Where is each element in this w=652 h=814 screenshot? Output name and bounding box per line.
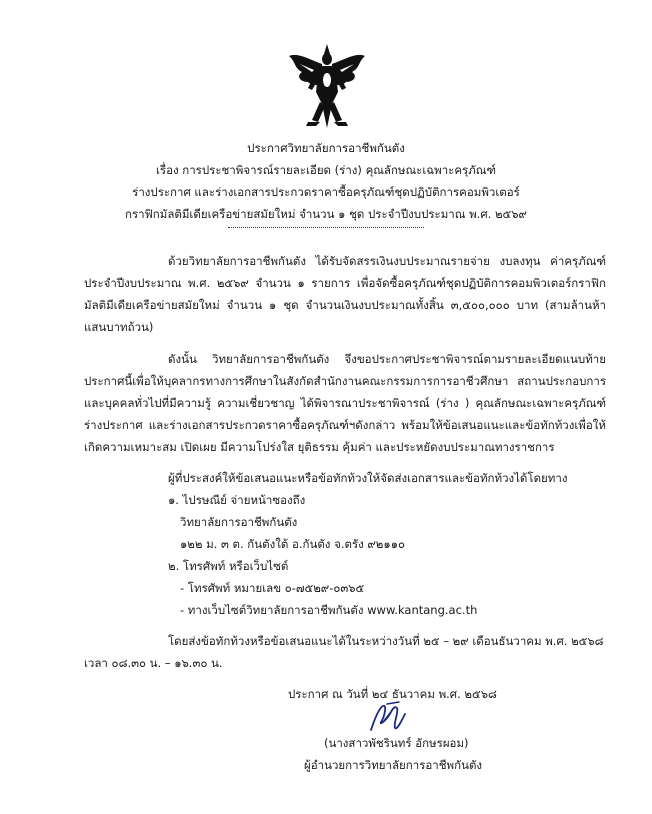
para1-line4: แสนบาทถ้วน)	[84, 320, 154, 334]
contact-item1-address: ๑๒๒ ม. ๓ ต. กันตังใต้ อ.กันตัง จ.ตรัง ๙๒๑๑๐	[180, 537, 406, 551]
signatory-name: (นางสาวพัชรินทร์ อักษรผอม)	[324, 736, 469, 750]
contact-website[interactable]: - ทางเว็บไซต์วิทยาลัยการอาชีพกันตัง www.kantang.ac.th	[180, 603, 478, 617]
contact-intro: ผู้ที่ประสงค์ให้ข้อเสนอแนะหรือข้อทักท้วงให้จัดส่งเอกสารและข้อทักท้วงได้โดยทาง	[168, 471, 568, 485]
deadline-line1: โดยส่งข้อทักท้วงหรือข้อเสนอแนะได้ในระหว่างวันที่ ๒๕ – ๒๙ เดือนธันวาคม พ.ศ. ๒๕๖๘	[168, 634, 604, 648]
signature-icon	[365, 700, 409, 734]
separator-dotted-line	[228, 227, 424, 228]
para2-line5: เกิดความเหมาะสม เปิดเผย มีความโปร่งใส ยุติธรรม คุ้มค่า และประหยัดงบประมาณทางราชการ	[84, 440, 555, 454]
para2-line3: และบุคคลทั่วไปที่มีความรู้ ความเชี่ยวชาญ ได้พิจารณาประชาพิจารณ์ (ร่าง ) คุณลักษณะเฉพาะครุภัณฑ์	[84, 396, 606, 410]
para2-line4: ร่างประกาศ และร่างเอกสารประกวดราคาซื้อครุภัณฑ์ฯดังกล่าว พร้อมให้ข้อเสนอแนะและข้อทักท้วงเพื่อให้	[84, 418, 606, 432]
para2-line1: ดังนั้น วิทยาลัยการอาชีพกันตัง จึงขอประกาศประชาพิจารณ์ตามรายละเอียดแนบท้าย	[168, 352, 606, 366]
contact-phone: - โทรศัพท์ หมายเลข ๐-๗๕๒๙-๐๓๖๕	[180, 581, 365, 595]
announce-date: ประกาศ ณ วันที่ ๒๔ ธันวาคม พ.ศ. ๒๕๖๘	[288, 687, 497, 701]
para1-line2: ประจำปีงบประมาณ พ.ศ. ๒๕๖๙ จำนวน ๑ รายการ เพื่อจัดซื้อครุภัณฑ์ชุดปฏิบัติการคอมพิวเตอร์กราฟิก	[84, 276, 606, 290]
contact-item1-name: วิทยาลัยการอาชีพกันตัง	[180, 515, 298, 529]
org-title: ประกาศวิทยาลัยการอาชีพกันตัง	[247, 141, 405, 155]
subject-line-3: กราฟิกมัลติมีเดียเครือข่ายสมัยใหม่ จำนวน ๑ ชุด ประจำปีงบประมาณ พ.ศ. ๒๕๖๙	[125, 207, 527, 221]
deadline-line2: เวลา ๐๘.๓๐ น. – ๑๖.๓๐ น.	[84, 656, 223, 670]
subject-line-1: เรื่อง การประชาพิจารณ์รายละเอียด (ร่าง) คุณลักษณะเฉพาะครุภัณฑ์	[155, 163, 497, 177]
para1-line1: ด้วยวิทยาลัยการอาชีพกันตัง ได้รับจัดสรรเงินงบประมาณรายจ่าย งบลงทุน ค่าครุภัณฑ์	[168, 254, 606, 268]
para1-line3: มัลติมีเดียเครือข่ายสมัยใหม่ จำนวน ๑ ชุด จำนวนเงินงบประมาณทั้งสิ้น ๓,๕๐๐,๐๐๐ บาท (สามล้านห้า	[84, 298, 606, 312]
signatory-position: ผู้อำนวยการวิทยาลัยการอาชีพกันตัง	[304, 758, 483, 772]
para2-line2: ประกาศนี้เพื่อให้บุคลากรทางการศึกษาในสังกัดสำนักงานคณะกรรมการการอาชีวศึกษา สถานประกอบการ	[84, 374, 606, 388]
subject-line-2: ร่างประกาศ และร่างเอกสารประกวดราคาซื้อครุภัณฑ์ชุดปฏิบัติการคอมพิวเตอร์	[132, 185, 520, 199]
garuda-emblem-icon	[286, 42, 368, 132]
contact-item2-title: ๒. โทรศัพท์ หรือเว็บไซต์	[168, 559, 289, 573]
contact-item1-title: ๑. ไปรษณีย์ จ่ายหน้าซองถึง	[168, 493, 306, 507]
